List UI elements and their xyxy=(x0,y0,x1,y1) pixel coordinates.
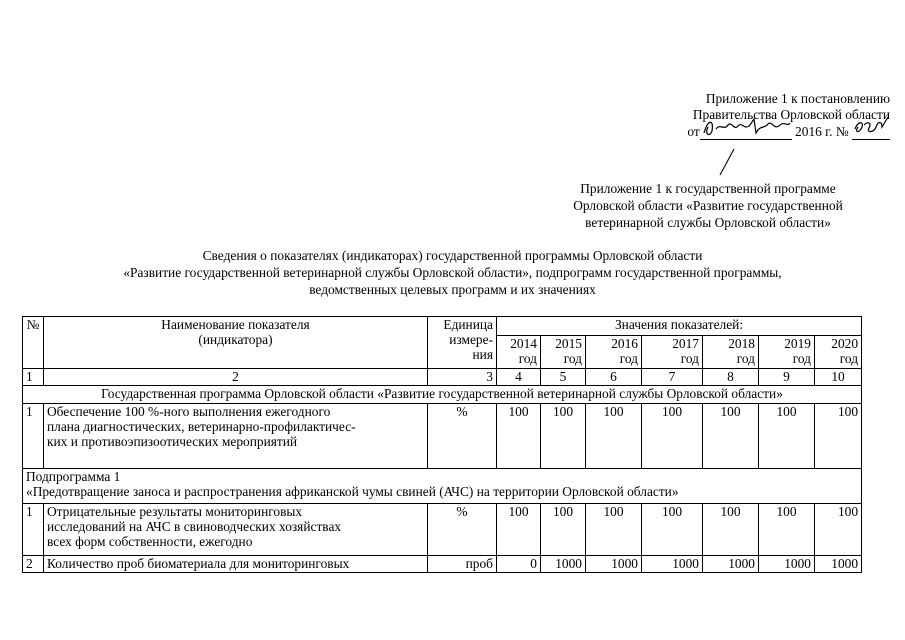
year-cell xyxy=(642,336,703,369)
header-name xyxy=(44,317,428,369)
appendix-2-line-1: Приложение 1 к государственной программе xyxy=(580,181,836,196)
col-number: 3 xyxy=(428,369,497,386)
row-value: 100 xyxy=(497,404,541,469)
indicators-table xyxy=(22,316,862,573)
title-line-2: «Развитие государственной ветеринарной службы Орловской области», подпрограмм государственной программы, xyxy=(123,265,782,280)
row-name xyxy=(44,556,428,573)
header-row-1 xyxy=(23,317,862,336)
col-number: 9 xyxy=(759,369,815,386)
year-word: год xyxy=(680,351,699,366)
row-value: 100 xyxy=(541,404,586,469)
year-word: год xyxy=(792,351,811,366)
subprogram-line-2: «Предотвращение заноса и распространения африканской чумы свиней (АЧС) на территории Орловской области» xyxy=(26,484,679,499)
signature-stroke xyxy=(716,147,736,177)
row-value: 1000 xyxy=(642,556,703,573)
year-number: 2016 xyxy=(611,336,638,351)
year-cell xyxy=(497,336,541,369)
row-value: 1000 xyxy=(759,556,815,573)
header-name-line-2: (индикатора) xyxy=(198,332,273,347)
row-name-line: Количество проб биоматериала для мониторинговых xyxy=(47,556,350,571)
subprogram-line-1: Подпрограмма 1 xyxy=(26,469,121,484)
year-word: год xyxy=(619,351,638,366)
subprogram-row xyxy=(23,469,862,504)
row-value: 100 xyxy=(586,404,642,469)
row-value: 1000 xyxy=(586,556,642,573)
year-number: 2017 xyxy=(672,336,699,351)
header-unit xyxy=(428,317,497,369)
col-number: 1 xyxy=(23,369,44,386)
subprogram-title xyxy=(23,469,862,504)
year-word: год xyxy=(518,351,537,366)
year-cell xyxy=(759,336,815,369)
year-word: год xyxy=(736,351,755,366)
col-number: 8 xyxy=(703,369,759,386)
row-name-line: ких и противоэпизоотических мероприятий xyxy=(47,434,298,449)
row-value: 100 xyxy=(815,404,862,469)
row-value: 100 xyxy=(815,504,862,556)
row-value: 0 xyxy=(497,556,541,573)
year-number: 2014 xyxy=(510,336,537,351)
header-values: Значения показателей: xyxy=(497,317,862,336)
header-num: № xyxy=(23,317,44,369)
row-num: 2 xyxy=(23,556,44,573)
handwritten-date xyxy=(700,123,792,140)
row-name xyxy=(44,404,428,469)
row-value: 100 xyxy=(703,504,759,556)
table-row xyxy=(23,556,862,573)
year-cell xyxy=(815,336,862,369)
header-unit-line-1: Единица xyxy=(443,317,493,332)
row-value: 100 xyxy=(586,504,642,556)
row-name-line: плана диагностических, ветеринарно-профилактичес- xyxy=(47,419,356,434)
year-cell xyxy=(703,336,759,369)
row-value: 1000 xyxy=(703,556,759,573)
appendix-1-date-line xyxy=(600,123,890,140)
year-cell xyxy=(586,336,642,369)
header-unit-line-3: ния xyxy=(472,347,493,362)
col-number: 10 xyxy=(815,369,862,386)
table-row xyxy=(23,404,862,469)
row-unit: % xyxy=(428,404,497,469)
program-row xyxy=(23,386,862,404)
row-value: 1000 xyxy=(541,556,586,573)
row-value: 100 xyxy=(759,504,815,556)
year-number: 2020 xyxy=(831,336,859,351)
col-number: 2 xyxy=(44,369,428,386)
col-number: 7 xyxy=(642,369,703,386)
row-num: 1 xyxy=(23,504,44,556)
title-line-3: ведомственных целевых программ и их значениях xyxy=(309,282,596,297)
appendix-2-block xyxy=(550,180,866,231)
col-number: 4 xyxy=(497,369,541,386)
year-cell xyxy=(541,336,586,369)
col-number: 6 xyxy=(586,369,642,386)
row-value: 100 xyxy=(642,504,703,556)
year-number: 2018 xyxy=(728,336,755,351)
year-label: 2016 г. № xyxy=(795,124,849,139)
row-unit: % xyxy=(428,504,497,556)
program-title: Государственная программа Орловской области «Развитие государственной ветеринарной службы Орловской области» xyxy=(23,386,862,404)
appendix-1-line-1: Приложение 1 к постановлению xyxy=(705,91,890,106)
title-line-1: Сведения о показателях (индикаторах) государственной программы Орловской области xyxy=(202,248,703,263)
header-unit-line-2: измере- xyxy=(449,332,493,347)
row-num: 1 xyxy=(23,404,44,469)
appendix-1-block xyxy=(600,91,890,140)
document-title xyxy=(30,247,875,298)
row-value: 100 xyxy=(497,504,541,556)
row-name-line: Отрицательные результаты мониторинговых xyxy=(47,504,303,519)
row-name-line: исследований на АЧС в свиноводческих хозяйствах xyxy=(47,519,342,534)
appendix-2-line-2: Орловской области «Развитие государственной xyxy=(573,198,843,213)
row-value: 1000 xyxy=(815,556,862,573)
row-value: 100 xyxy=(642,404,703,469)
year-word: год xyxy=(563,351,582,366)
from-label: от xyxy=(687,124,700,139)
year-number: 2015 xyxy=(555,336,582,351)
column-numbers-row xyxy=(23,369,862,386)
row-name-line: всех форм собственности, ежегодно xyxy=(47,534,253,549)
handwritten-number xyxy=(852,123,890,140)
row-value: 100 xyxy=(541,504,586,556)
row-value: 100 xyxy=(703,404,759,469)
table-row xyxy=(23,504,862,556)
row-unit: проб xyxy=(428,556,497,573)
header-name-line-1: Наименование показателя xyxy=(161,317,310,332)
row-name xyxy=(44,504,428,556)
appendix-2-line-3: ветеринарной службы Орловской области» xyxy=(585,215,831,230)
row-value: 100 xyxy=(759,404,815,469)
appendix-1-line-2: Правительства Орловской области xyxy=(692,107,890,122)
year-number: 2019 xyxy=(784,336,811,351)
year-word: год xyxy=(839,351,859,366)
row-name-line: Обеспечение 100 %-ного выполнения ежегодного xyxy=(47,404,331,419)
col-number: 5 xyxy=(541,369,586,386)
